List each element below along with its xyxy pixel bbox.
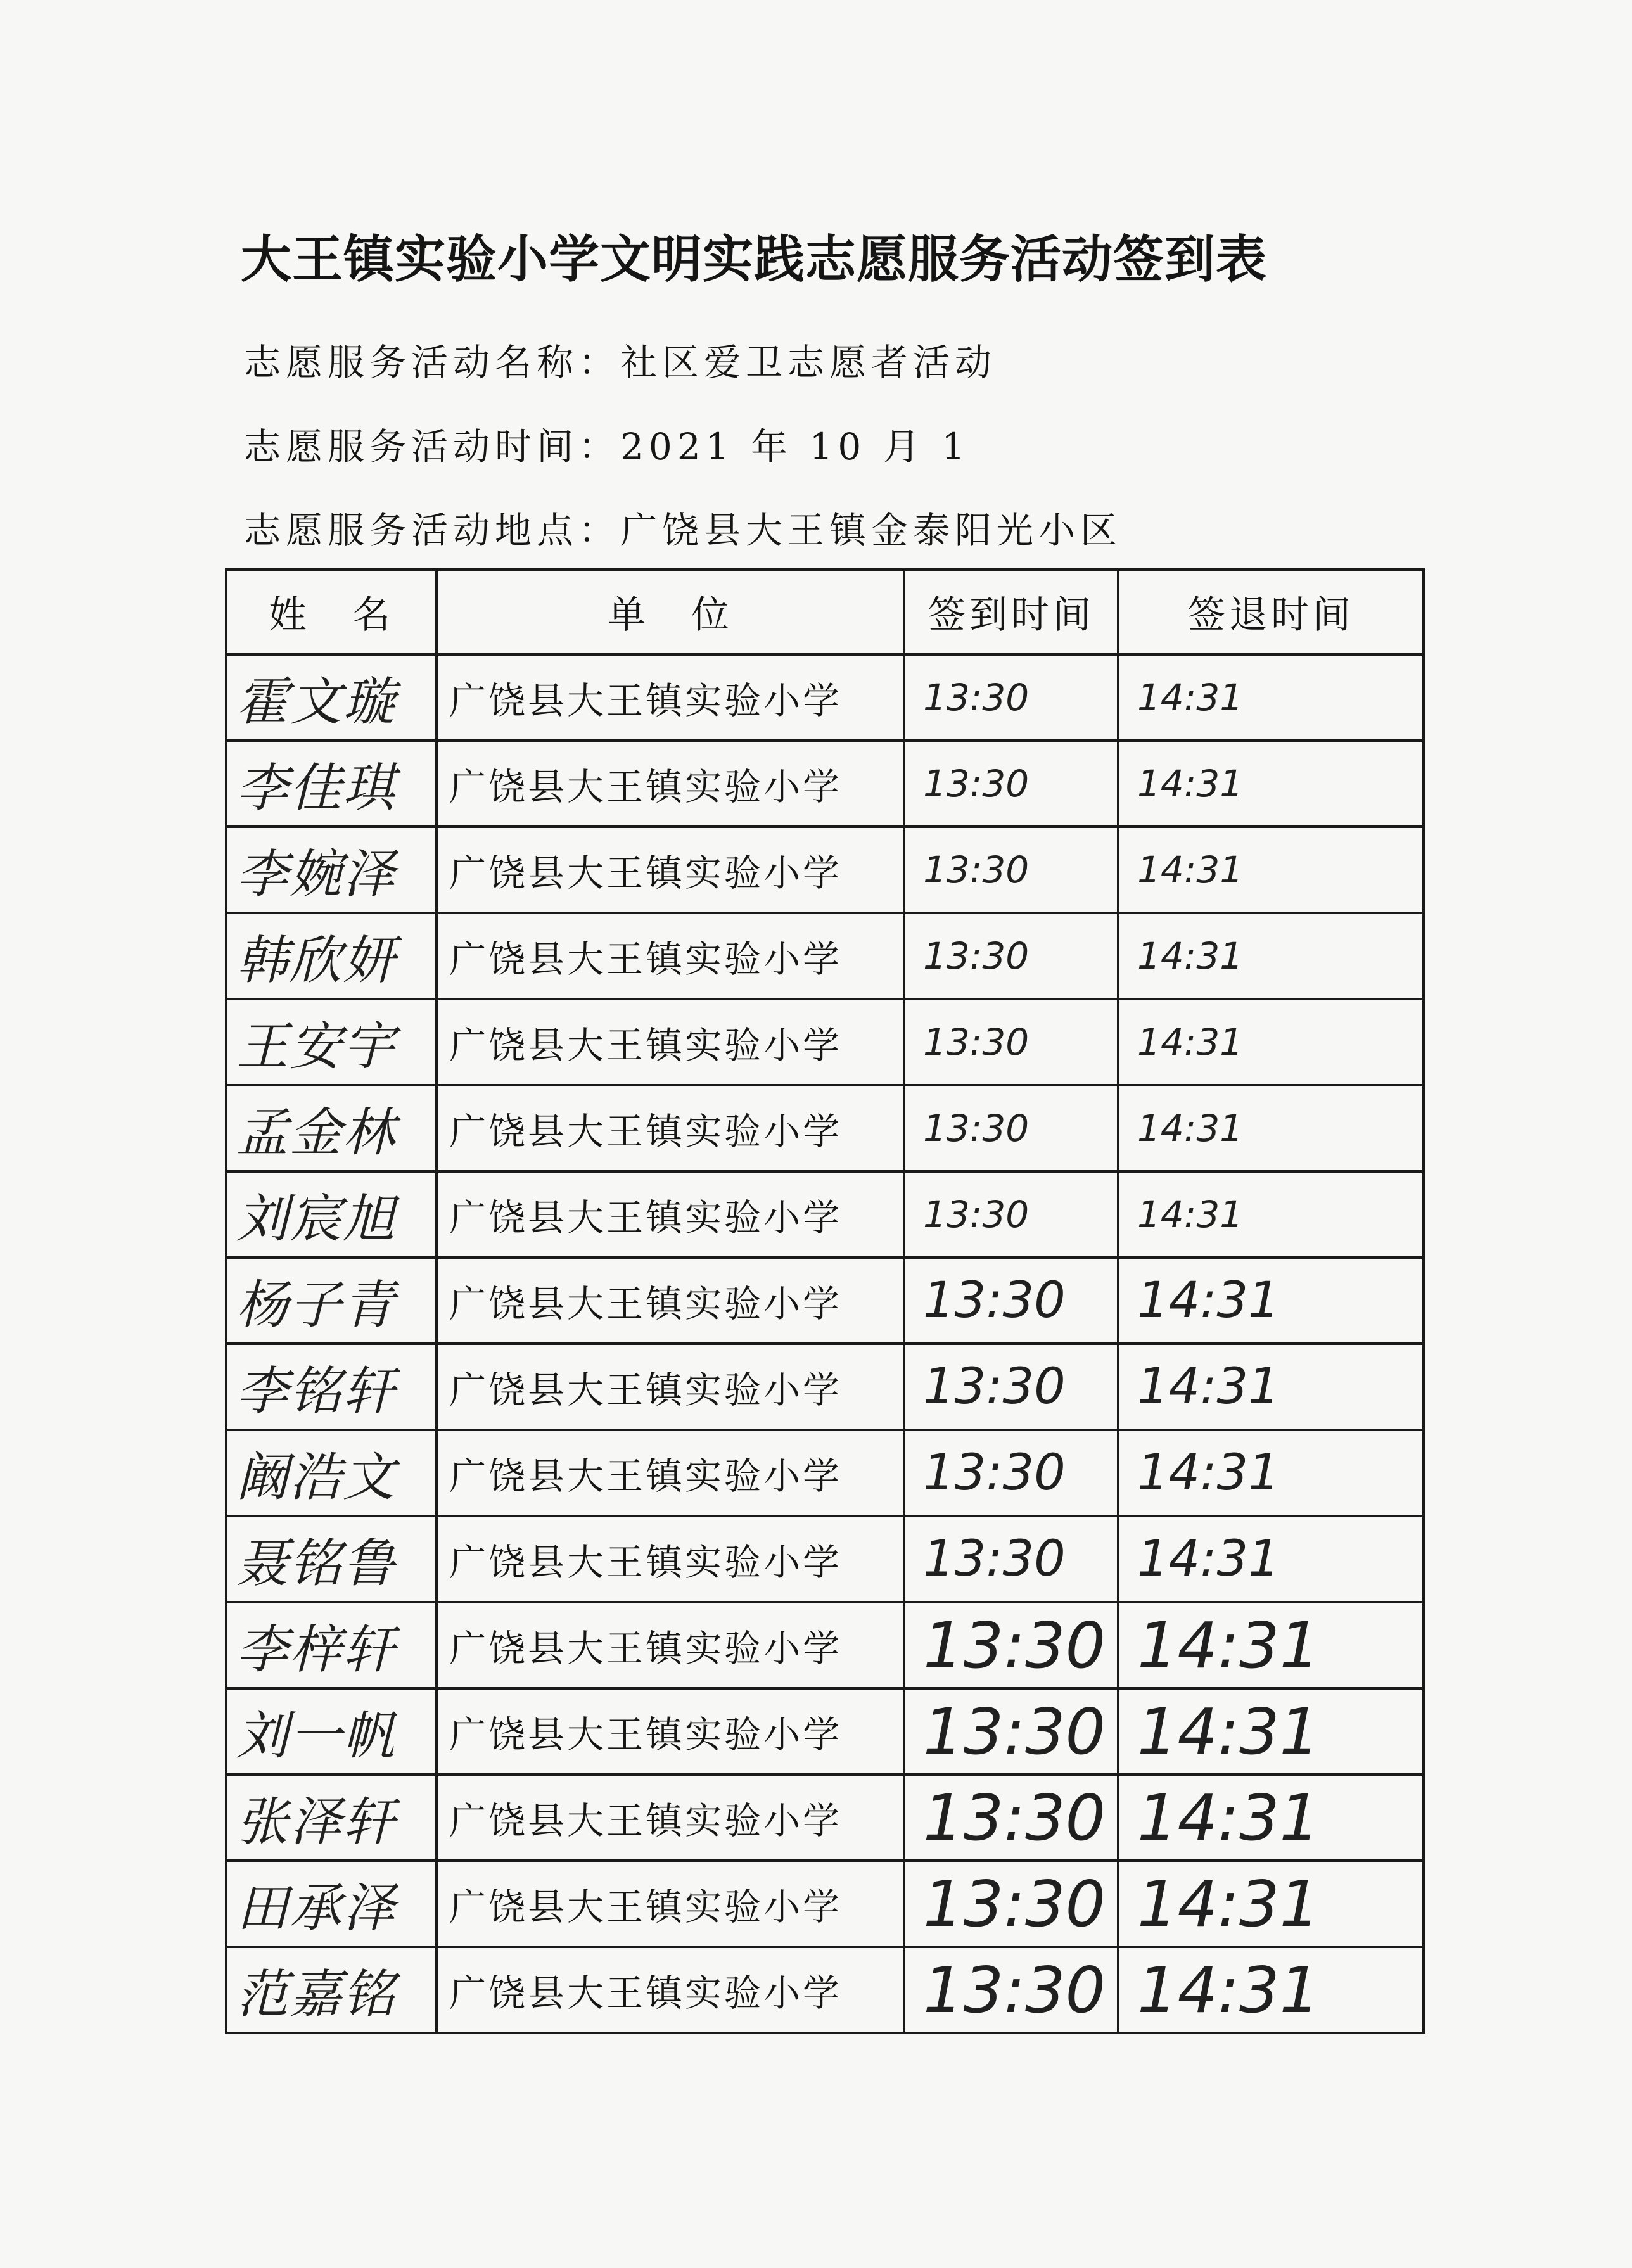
unit-cell: 广饶县大王镇实验小学 — [437, 1861, 904, 1947]
sign-in-cell: 13:30 — [904, 999, 1118, 1085]
unit-cell: 广饶县大王镇实验小学 — [437, 1085, 904, 1171]
sign-in-cell: 13:30 — [904, 1085, 1118, 1171]
table-row — [226, 827, 1424, 913]
table-row — [226, 1171, 1424, 1258]
name-cell: 张泽轩 — [226, 1774, 437, 1861]
table-row — [226, 1861, 1424, 1947]
unit-cell: 广饶县大王镇实验小学 — [437, 913, 904, 999]
sign-out-cell: 14:31 — [1118, 1861, 1424, 1947]
sign-in-cell: 13:30 — [904, 913, 1118, 999]
name-cell: 阚浩文 — [226, 1430, 437, 1516]
activity-time-value: 2021 年 10 月 1 — [620, 425, 971, 468]
attendance-table — [225, 568, 1425, 2034]
name-cell: 李铭轩 — [226, 1344, 437, 1430]
sign-in-cell: 13:30 — [904, 1688, 1118, 1774]
name-cell: 范嘉铭 — [226, 1947, 437, 2033]
name-cell: 刘一帆 — [226, 1688, 437, 1774]
activity-place-line — [244, 500, 1122, 554]
sign-out-cell: 14:31 — [1118, 827, 1424, 913]
name-cell: 韩欣妍 — [226, 913, 437, 999]
unit-cell: 广饶县大王镇实验小学 — [437, 1774, 904, 1861]
unit-cell: 广饶县大王镇实验小学 — [437, 1688, 904, 1774]
sign-in-cell: 13:30 — [904, 741, 1118, 827]
name-cell: 聂铭鲁 — [226, 1516, 437, 1602]
sign-out-cell: 14:31 — [1118, 1085, 1424, 1171]
table-row — [226, 1430, 1424, 1516]
table-row — [226, 1774, 1424, 1861]
table-row — [226, 741, 1424, 827]
unit-cell: 广饶县大王镇实验小学 — [437, 1171, 904, 1258]
table-row — [226, 1516, 1424, 1602]
sign-in-cell: 13:30 — [904, 1516, 1118, 1602]
unit-cell: 广饶县大王镇实验小学 — [437, 1258, 904, 1344]
activity-place-value: 广饶县大王镇金泰阳光小区 — [620, 509, 1123, 552]
name-cell: 霍文璇 — [226, 654, 437, 741]
sign-in-cell: 13:30 — [904, 1947, 1118, 2033]
sign-out-cell: 14:31 — [1118, 999, 1424, 1085]
name-cell: 李婉泽 — [226, 827, 437, 913]
header-sign-out-time: 签退时间 — [1118, 570, 1424, 654]
sign-out-cell: 14:31 — [1118, 1430, 1424, 1516]
unit-cell: 广饶县大王镇实验小学 — [437, 654, 904, 741]
sign-in-cell: 13:30 — [904, 1774, 1118, 1861]
sign-out-cell: 14:31 — [1118, 654, 1424, 741]
unit-cell: 广饶县大王镇实验小学 — [437, 999, 904, 1085]
sign-in-cell: 13:30 — [904, 1430, 1118, 1516]
name-cell: 李梓轩 — [226, 1602, 437, 1688]
sign-in-cell: 13:30 — [904, 1861, 1118, 1947]
unit-cell: 广饶县大王镇实验小学 — [437, 1602, 904, 1688]
activity-time-label: 志愿服务活动时间： — [244, 425, 621, 468]
table-row — [226, 913, 1424, 999]
table-row — [226, 1947, 1424, 2033]
unit-cell: 广饶县大王镇实验小学 — [437, 1516, 904, 1602]
sign-out-cell: 14:31 — [1118, 1688, 1424, 1774]
unit-cell: 广饶县大王镇实验小学 — [437, 827, 904, 913]
header-unit: 单 位 — [437, 570, 904, 654]
activity-time-line — [244, 417, 970, 470]
sign-in-cell: 13:30 — [904, 1171, 1118, 1258]
table-row — [226, 1602, 1424, 1688]
header-sign-in-time: 签到时间 — [904, 570, 1118, 654]
sign-in-cell: 13:30 — [904, 1602, 1118, 1688]
sign-in-cell: 13:30 — [904, 827, 1118, 913]
activity-name-value: 社区爱卫志愿者活动 — [620, 341, 997, 384]
table-header-row — [226, 570, 1424, 654]
sign-in-cell: 13:30 — [904, 654, 1118, 741]
sign-out-cell: 14:31 — [1118, 1774, 1424, 1861]
sign-out-cell: 14:31 — [1118, 1516, 1424, 1602]
activity-place-label: 志愿服务活动地点： — [244, 509, 621, 552]
name-cell: 孟金林 — [226, 1085, 437, 1171]
sign-out-cell: 14:31 — [1118, 1947, 1424, 2033]
sign-out-cell: 14:31 — [1118, 1171, 1424, 1258]
activity-name-line — [244, 333, 997, 386]
name-cell: 杨子青 — [226, 1258, 437, 1344]
sign-out-cell: 14:31 — [1118, 741, 1424, 827]
activity-name-label: 志愿服务活动名称： — [244, 341, 621, 384]
sign-out-cell: 14:31 — [1118, 1602, 1424, 1688]
header-name: 姓 名 — [226, 570, 437, 654]
name-cell: 李佳琪 — [226, 741, 437, 827]
table-row — [226, 999, 1424, 1085]
name-cell: 田承泽 — [226, 1861, 437, 1947]
sign-in-cell: 13:30 — [904, 1258, 1118, 1344]
unit-cell: 广饶县大王镇实验小学 — [437, 1430, 904, 1516]
document-title: 大王镇实验小学文明实践志愿服务活动签到表 — [241, 230, 1267, 289]
unit-cell: 广饶县大王镇实验小学 — [437, 741, 904, 827]
name-cell: 刘宸旭 — [226, 1171, 437, 1258]
sign-out-cell: 14:31 — [1118, 913, 1424, 999]
table-row — [226, 1344, 1424, 1430]
table-row — [226, 654, 1424, 741]
table-row — [226, 1258, 1424, 1344]
sign-out-cell: 14:31 — [1118, 1344, 1424, 1430]
unit-cell: 广饶县大王镇实验小学 — [437, 1947, 904, 2033]
sign-out-cell: 14:31 — [1118, 1258, 1424, 1344]
table-row — [226, 1688, 1424, 1774]
name-cell: 王安宇 — [226, 999, 437, 1085]
table-row — [226, 1085, 1424, 1171]
sign-in-cell: 13:30 — [904, 1344, 1118, 1430]
unit-cell: 广饶县大王镇实验小学 — [437, 1344, 904, 1430]
